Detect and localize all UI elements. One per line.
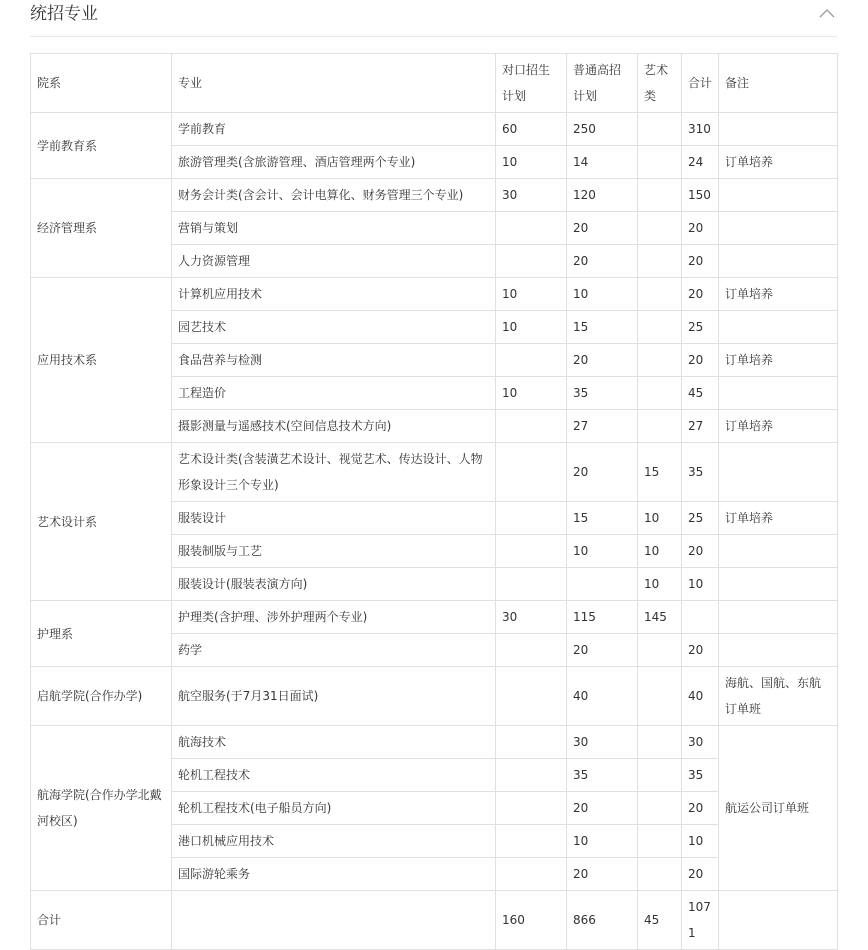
note-cell: 订单培养 xyxy=(719,344,838,377)
majors-table xyxy=(30,53,838,950)
art-cell xyxy=(638,344,682,377)
note-cell xyxy=(719,535,838,568)
art-cell xyxy=(638,245,682,278)
note-cell xyxy=(719,443,838,502)
art-cell xyxy=(638,667,682,726)
total-cell: 24 xyxy=(682,146,719,179)
total-cell: 25 xyxy=(682,311,719,344)
art-cell xyxy=(638,146,682,179)
duikou-cell: 10 xyxy=(496,377,567,410)
duikou-cell xyxy=(496,502,567,535)
duikou-cell: 10 xyxy=(496,311,567,344)
table-row xyxy=(31,726,838,759)
art-cell xyxy=(638,858,682,891)
total-cell: 20 xyxy=(682,792,719,825)
totals-total-cell: 1071 xyxy=(682,891,719,950)
total-cell: 10 xyxy=(682,825,719,858)
duikou-cell: 10 xyxy=(496,146,567,179)
total-cell: 20 xyxy=(682,344,719,377)
putong-cell: 120 xyxy=(567,179,638,212)
note-cell: 订单培养 xyxy=(719,278,838,311)
totals-label-cell: 合计 xyxy=(31,891,172,950)
total-cell: 20 xyxy=(682,858,719,891)
major-cell: 国际游轮乘务 xyxy=(172,858,496,891)
putong-cell: 20 xyxy=(567,634,638,667)
note-cell: 订单培养 xyxy=(719,502,838,535)
total-cell: 40 xyxy=(682,667,719,726)
header-cell: 院系 xyxy=(31,54,172,113)
note-cell xyxy=(719,568,838,601)
putong-cell xyxy=(567,568,638,601)
duikou-cell xyxy=(496,667,567,726)
duikou-cell xyxy=(496,634,567,667)
putong-cell: 30 xyxy=(567,726,638,759)
major-cell: 摄影测量与遥感技术(空间信息技术方向) xyxy=(172,410,496,443)
major-cell: 工程造价 xyxy=(172,377,496,410)
total-cell: 35 xyxy=(682,443,719,502)
major-cell: 港口机械应用技术 xyxy=(172,825,496,858)
putong-cell: 15 xyxy=(567,311,638,344)
note-cell xyxy=(719,245,838,278)
putong-cell: 35 xyxy=(567,759,638,792)
putong-cell: 115 xyxy=(567,601,638,634)
art-cell: 15 xyxy=(638,443,682,502)
section-header xyxy=(30,0,837,37)
putong-cell: 27 xyxy=(567,410,638,443)
header-cell: 专业 xyxy=(172,54,496,113)
art-cell xyxy=(638,377,682,410)
major-cell: 学前教育 xyxy=(172,113,496,146)
major-cell: 服装制版与工艺 xyxy=(172,535,496,568)
art-cell xyxy=(638,410,682,443)
header-cell: 普通高招计划 xyxy=(567,54,638,113)
note-cell: 订单培养 xyxy=(719,410,838,443)
department-cell: 应用技术系 xyxy=(31,278,172,443)
major-cell: 艺术设计类(含装潢艺术设计、视觉艺术、传达设计、人物形象设计三个专业) xyxy=(172,443,496,502)
total-cell: 45 xyxy=(682,377,719,410)
total-cell: 27 xyxy=(682,410,719,443)
major-cell: 食品营养与检测 xyxy=(172,344,496,377)
totals-major-cell xyxy=(172,891,496,950)
art-cell: 145 xyxy=(638,601,682,634)
major-cell: 轮机工程技术(电子船员方向) xyxy=(172,792,496,825)
duikou-cell xyxy=(496,410,567,443)
major-cell: 轮机工程技术 xyxy=(172,759,496,792)
putong-cell: 20 xyxy=(567,344,638,377)
header-cell: 合计 xyxy=(682,54,719,113)
major-cell: 航海技术 xyxy=(172,726,496,759)
major-cell: 护理类(含护理、涉外护理两个专业) xyxy=(172,601,496,634)
totals-duikou-cell: 160 xyxy=(496,891,567,950)
art-cell xyxy=(638,759,682,792)
totals-putong-cell: 866 xyxy=(567,891,638,950)
art-cell xyxy=(638,212,682,245)
note-cell xyxy=(719,311,838,344)
table-row xyxy=(31,601,838,634)
art-cell xyxy=(638,113,682,146)
duikou-cell xyxy=(496,245,567,278)
duikou-cell xyxy=(496,568,567,601)
major-cell: 人力资源管理 xyxy=(172,245,496,278)
duikou-cell: 30 xyxy=(496,601,567,634)
duikou-cell xyxy=(496,759,567,792)
table-row xyxy=(31,179,838,212)
department-cell: 启航学院(合作办学) xyxy=(31,667,172,726)
major-cell: 服装设计(服装表演方向) xyxy=(172,568,496,601)
table-header-row xyxy=(31,54,838,113)
duikou-cell xyxy=(496,535,567,568)
putong-cell: 14 xyxy=(567,146,638,179)
total-cell: 10 xyxy=(682,568,719,601)
table-row xyxy=(31,667,838,726)
total-cell: 20 xyxy=(682,212,719,245)
duikou-cell xyxy=(496,726,567,759)
note-cell xyxy=(719,113,838,146)
duikou-cell: 10 xyxy=(496,278,567,311)
putong-cell: 40 xyxy=(567,667,638,726)
art-cell xyxy=(638,825,682,858)
putong-cell: 20 xyxy=(567,212,638,245)
note-cell: 海航、国航、东航订单班 xyxy=(719,667,838,726)
total-cell: 310 xyxy=(682,113,719,146)
major-cell: 营销与策划 xyxy=(172,212,496,245)
putong-cell: 20 xyxy=(567,858,638,891)
department-cell: 护理系 xyxy=(31,601,172,667)
header-cell: 艺术类 xyxy=(638,54,682,113)
total-cell: 30 xyxy=(682,726,719,759)
art-cell xyxy=(638,726,682,759)
total-cell: 20 xyxy=(682,535,719,568)
duikou-cell xyxy=(496,792,567,825)
duikou-cell xyxy=(496,344,567,377)
major-cell: 计算机应用技术 xyxy=(172,278,496,311)
department-cell: 经济管理系 xyxy=(31,179,172,278)
header-cell: 对口招生计划 xyxy=(496,54,567,113)
major-cell: 服装设计 xyxy=(172,502,496,535)
total-cell: 25 xyxy=(682,502,719,535)
totals-art-cell: 45 xyxy=(638,891,682,950)
duikou-cell: 30 xyxy=(496,179,567,212)
department-cell: 学前教育系 xyxy=(31,113,172,179)
table-row xyxy=(31,278,838,311)
department-cell: 航海学院(合作办学北戴河校区) xyxy=(31,726,172,891)
duikou-cell xyxy=(496,212,567,245)
major-cell: 旅游管理类(含旅游管理、酒店管理两个专业) xyxy=(172,146,496,179)
total-cell: 20 xyxy=(682,245,719,278)
duikou-cell: 60 xyxy=(496,113,567,146)
putong-cell: 20 xyxy=(567,245,638,278)
total-cell: 35 xyxy=(682,759,719,792)
header-cell: 备注 xyxy=(719,54,838,113)
note-cell xyxy=(719,212,838,245)
note-cell: 订单培养 xyxy=(719,146,838,179)
section-title: 统招专业 xyxy=(30,4,98,24)
art-cell: 10 xyxy=(638,535,682,568)
total-cell: 20 xyxy=(682,278,719,311)
art-cell: 10 xyxy=(638,568,682,601)
duikou-cell xyxy=(496,825,567,858)
major-cell: 药学 xyxy=(172,634,496,667)
chevron-up-icon[interactable] xyxy=(817,4,837,24)
note-cell xyxy=(719,179,838,212)
putong-cell: 10 xyxy=(567,278,638,311)
note-cell xyxy=(719,377,838,410)
art-cell xyxy=(638,634,682,667)
total-cell: 20 xyxy=(682,634,719,667)
putong-cell: 20 xyxy=(567,792,638,825)
total-cell: 150 xyxy=(682,179,719,212)
art-cell xyxy=(638,311,682,344)
duikou-cell xyxy=(496,443,567,502)
putong-cell: 35 xyxy=(567,377,638,410)
duikou-cell xyxy=(496,858,567,891)
putong-cell: 250 xyxy=(567,113,638,146)
major-cell: 财务会计类(含会计、会计电算化、财务管理三个专业) xyxy=(172,179,496,212)
art-cell xyxy=(638,792,682,825)
putong-cell: 15 xyxy=(567,502,638,535)
art-cell xyxy=(638,278,682,311)
table-row xyxy=(31,113,838,146)
total-cell xyxy=(682,601,719,634)
note-cell xyxy=(719,601,838,634)
putong-cell: 10 xyxy=(567,535,638,568)
putong-cell: 20 xyxy=(567,443,638,502)
major-cell: 航空服务(于7月31日面试) xyxy=(172,667,496,726)
totals-note-cell xyxy=(719,891,838,950)
putong-cell: 10 xyxy=(567,825,638,858)
note-cell: 航运公司订单班 xyxy=(719,726,838,891)
department-cell: 艺术设计系 xyxy=(31,443,172,601)
art-cell: 10 xyxy=(638,502,682,535)
major-cell: 园艺技术 xyxy=(172,311,496,344)
table-row xyxy=(31,443,838,502)
totals-row xyxy=(31,891,838,950)
note-cell xyxy=(719,634,838,667)
art-cell xyxy=(638,179,682,212)
